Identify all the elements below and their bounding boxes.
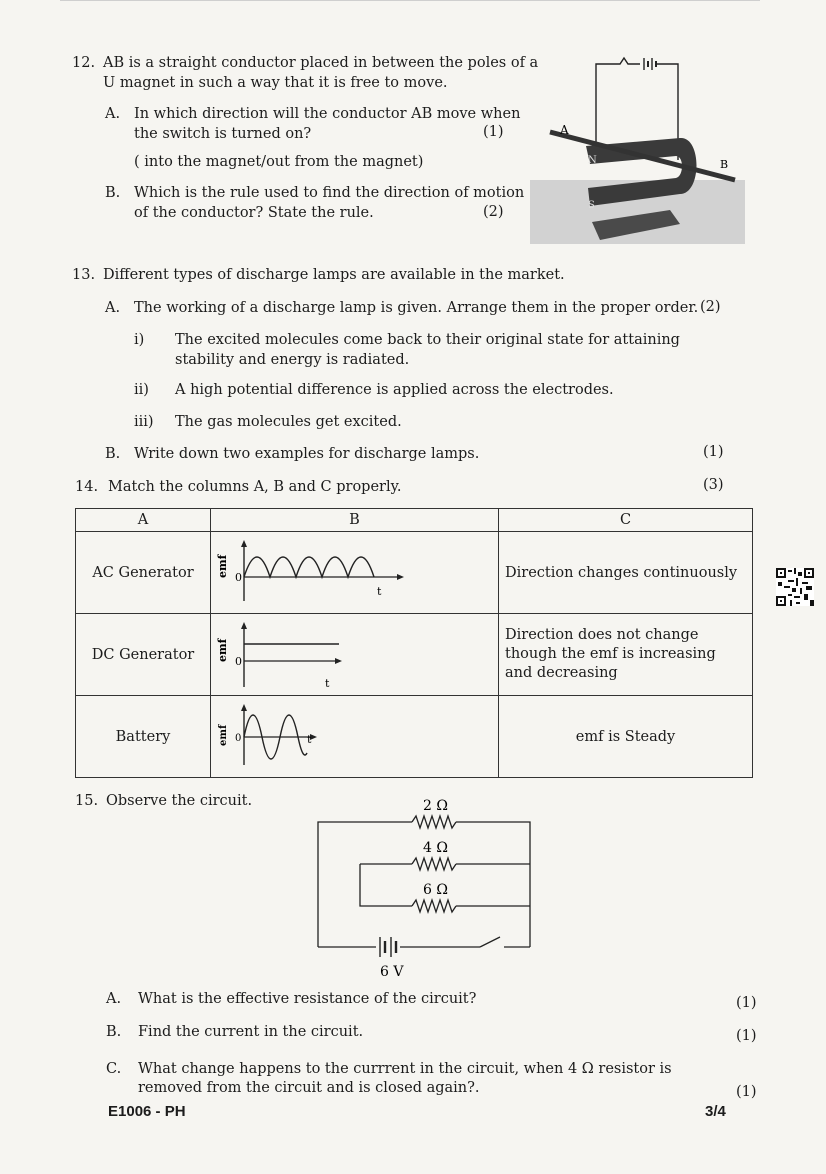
q13-item-iii-line1: The gas molecules get excited. <box>175 414 402 430</box>
q12-stem-line1: AB is a straight conductor placed in between the poles of a <box>103 55 539 71</box>
q13-a-text: The working of a discharge lamp is given. Arrange them in the proper order. <box>134 300 699 316</box>
q12-a-line1: In which direction will the conductor AB move when <box>134 106 521 122</box>
circuit-wire <box>596 58 640 144</box>
q12-a-line2: the switch is turned on? <box>134 126 312 142</box>
graph-sine-full <box>217 535 417 607</box>
q12-a-label: A. <box>105 106 121 122</box>
footer-paper-code: E1006 - PH <box>108 1103 186 1120</box>
graph1-y-arrow <box>241 540 247 547</box>
row2-graph-cell <box>211 614 499 696</box>
graph2-x-arrow <box>335 658 342 664</box>
row2-col-c-line2: though the emf is increasing <box>505 646 716 662</box>
match-row-1 <box>76 532 753 614</box>
graph2-emf-label: emf <box>217 638 229 662</box>
q12-a-options: ( into the magnet/out from the magnet) <box>134 154 424 170</box>
header-a: A <box>76 509 211 532</box>
q15-c-label: C. <box>106 1061 122 1077</box>
graph2-t-label: t <box>325 676 330 690</box>
row2-col-c-line1: Direction does not change <box>505 627 699 643</box>
battery-cell <box>380 937 396 957</box>
row3-col-a: Battery <box>76 696 211 778</box>
q15-number: 15. <box>75 793 99 809</box>
label-s: S <box>588 200 595 211</box>
q14-number: 14. <box>75 479 99 495</box>
q13-a-mark: (2) <box>700 299 721 315</box>
row3-col-c-line1: emf is Steady <box>575 728 676 745</box>
q14-mark: (3) <box>703 477 724 493</box>
switch <box>480 937 500 947</box>
q13-item-ii-line1: A high potential difference is applied across the electrodes. <box>175 382 614 398</box>
q13-number: 13. <box>72 267 96 283</box>
q13-item-ii-num: ii) <box>134 382 149 398</box>
graph1-t-label: t <box>377 584 382 598</box>
graph1-curve <box>244 557 374 577</box>
row3-col-c <box>499 696 753 778</box>
graph3-emf-label: emf <box>218 724 229 746</box>
q13-item-i-line1: The excited molecules come back to their original state for attaining <box>175 332 680 348</box>
q13-item-iii-num: iii) <box>134 414 154 430</box>
qr-code <box>776 568 814 606</box>
q15-stem: Observe the circuit. <box>106 793 253 809</box>
header-b: B <box>211 509 499 532</box>
battery-symbol <box>644 58 656 70</box>
row1-col-c <box>499 532 753 614</box>
top-rule <box>60 0 760 1</box>
wire-left <box>318 822 412 947</box>
magnet-figure <box>530 48 745 244</box>
q15-b-mark: (1) <box>736 1028 757 1044</box>
q12-a-mark: (1) <box>483 124 504 140</box>
row3-graph-cell <box>211 696 499 778</box>
graph2-y-arrow <box>241 622 247 629</box>
row1-col-a: AC Generator <box>76 532 211 614</box>
q15-b-label: B. <box>106 1024 122 1040</box>
wire-lower-left <box>360 864 412 906</box>
q15-a-label: A. <box>106 991 122 1007</box>
q15-c-line2: removed from the circuit and is closed again?. <box>138 1080 480 1096</box>
q12-b-label: B. <box>105 185 121 201</box>
match-row-3 <box>76 696 753 778</box>
match-row-2 <box>76 614 753 696</box>
label-r-4ohm: 4 Ω <box>423 840 448 856</box>
label-r-2ohm: 2 Ω <box>423 798 448 814</box>
q13-b-text: Write down two examples for discharge lamps. <box>134 446 480 462</box>
wire-right <box>456 822 530 947</box>
q12-number: 12. <box>72 55 96 71</box>
header-c: C <box>499 509 753 532</box>
graph1-origin: 0 <box>235 570 242 584</box>
row1-col-c-line1: Direction changes continuously <box>505 564 738 581</box>
q15-c-mark: (1) <box>736 1084 757 1100</box>
q12-b-line2: of the conductor? State the rule. <box>134 205 374 221</box>
q13-item-i-num: i) <box>134 332 145 348</box>
graph3-t-label: t <box>307 732 312 746</box>
resistor-6ohm <box>412 900 456 912</box>
graph1-emf-label: emf <box>217 554 229 578</box>
label-a: A <box>560 123 569 137</box>
q12-b-line1: Which is the rule used to find the direction of motion <box>134 185 525 201</box>
row1-graph-cell <box>211 532 499 614</box>
q15-c-line1: What change happens to the currrent in the circuit, when 4 Ω resistor is <box>138 1061 672 1077</box>
label-r-6ohm: 6 Ω <box>423 882 448 898</box>
graph1-x-arrow <box>397 574 404 580</box>
label-b: B <box>720 158 729 171</box>
q12-b-mark: (2) <box>483 204 504 220</box>
q12-stem-line2: U magnet in such a way that it is free to move. <box>103 75 448 91</box>
row2-col-c <box>499 614 753 696</box>
q13-item-i-line2: stability and energy is radiated. <box>175 352 410 368</box>
conductor-ab <box>550 132 735 180</box>
resistor-4ohm <box>412 858 456 870</box>
label-n: N <box>588 155 597 166</box>
graph3-origin: 0 <box>235 732 242 744</box>
q15-a-text: What is the effective resistance of the circuit? <box>138 991 477 1007</box>
q15-a-mark: (1) <box>736 995 757 1011</box>
q13-b-label: B. <box>105 446 121 462</box>
row2-col-a: DC Generator <box>76 614 211 696</box>
q14-stem: Match the columns A, B and C properly. <box>108 479 402 495</box>
graph2-origin: 0 <box>235 654 242 668</box>
q13-stem: Different types of discharge lamps are available in the market. <box>103 267 565 283</box>
q13-a-label: A. <box>105 300 121 316</box>
graph-steady <box>217 615 417 691</box>
q15-b-text: Find the current in the circuit. <box>138 1024 364 1040</box>
q13-b-mark: (1) <box>703 444 724 460</box>
resistor-2ohm <box>412 816 456 828</box>
graph-alternating <box>217 701 417 769</box>
graph3-y-arrow <box>241 704 247 711</box>
label-battery-6v: 6 V <box>380 964 404 980</box>
row2-col-c-line3: and decreasing <box>505 665 618 681</box>
match-header-row <box>76 509 753 532</box>
footer-page-number: 3/4 <box>705 1103 726 1120</box>
circuit-diagram <box>300 792 550 982</box>
match-table <box>75 508 753 778</box>
